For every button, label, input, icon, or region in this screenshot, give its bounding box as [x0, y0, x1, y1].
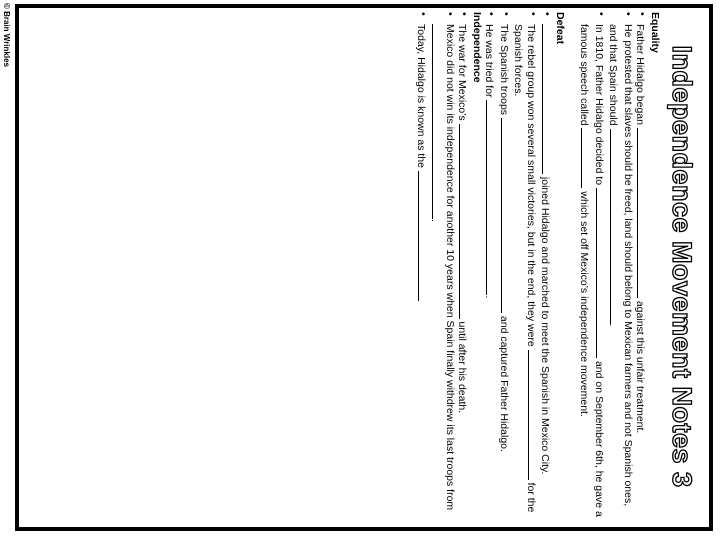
- fill-in-blank[interactable]: [638, 128, 649, 298]
- section-heading-independence: Independence: [471, 12, 483, 83]
- list-item: • Mexico did not win its independence for another 10 years when Spain finally withdrew its last troops from .: [429, 12, 456, 511]
- section-heading-defeat: Defeat: [554, 12, 566, 45]
- fill-in-blank[interactable]: [460, 124, 471, 319]
- fill-in-blank[interactable]: [528, 350, 539, 480]
- copyright-credit: [1, 0, 13, 540]
- fill-in-blank[interactable]: [433, 24, 444, 219]
- fill-in-blank[interactable]: [487, 100, 498, 295]
- section-heading-equality: Equality: [649, 12, 661, 53]
- fill-in-blank[interactable]: [543, 24, 554, 174]
- independence-list: [415, 12, 471, 521]
- list-item: • The war for Mexico’s until after his death.: [456, 12, 471, 414]
- fill-in-blank[interactable]: [596, 188, 607, 358]
- fill-in-blank[interactable]: [582, 128, 593, 188]
- list-item: • Today, Hidalgo is known as the: [415, 12, 430, 521]
- list-item: • He protested that slaves should be freed, land should belong to Mexican farmers and not Spanish ones, and that Spain should .: [607, 12, 634, 507]
- list-item: • The rebel group won several small victories, but in the end, they were for the Spanish forces.: [512, 12, 539, 513]
- notes-sheet: [13, 4, 711, 531]
- list-item: • The Spanish troops and captured Father Hidalgo.: [498, 12, 512, 452]
- fill-in-blank[interactable]: [611, 129, 622, 324]
- equality-list: [578, 12, 649, 521]
- credit-text: © Brain Wrinkles: [2, 3, 11, 67]
- page-title: Independence Movement Notes 3: [667, 45, 697, 488]
- list-item: • He was tried for .: [483, 12, 498, 299]
- defeat-list: [483, 12, 554, 521]
- fill-in-blank[interactable]: [418, 171, 429, 301]
- fill-in-blank[interactable]: [501, 118, 512, 313]
- list-item: • joined Hidalgo and marched to meet the Spanish in Mexico City.: [539, 12, 554, 475]
- list-item: • Father Hidalgo began against this unfair treatment.: [634, 12, 649, 434]
- list-item: • In 1810, Father Hidalgo decided to and on September 6th, he gave a famous speech called which set off Mexico’s independence movement.: [578, 12, 607, 517]
